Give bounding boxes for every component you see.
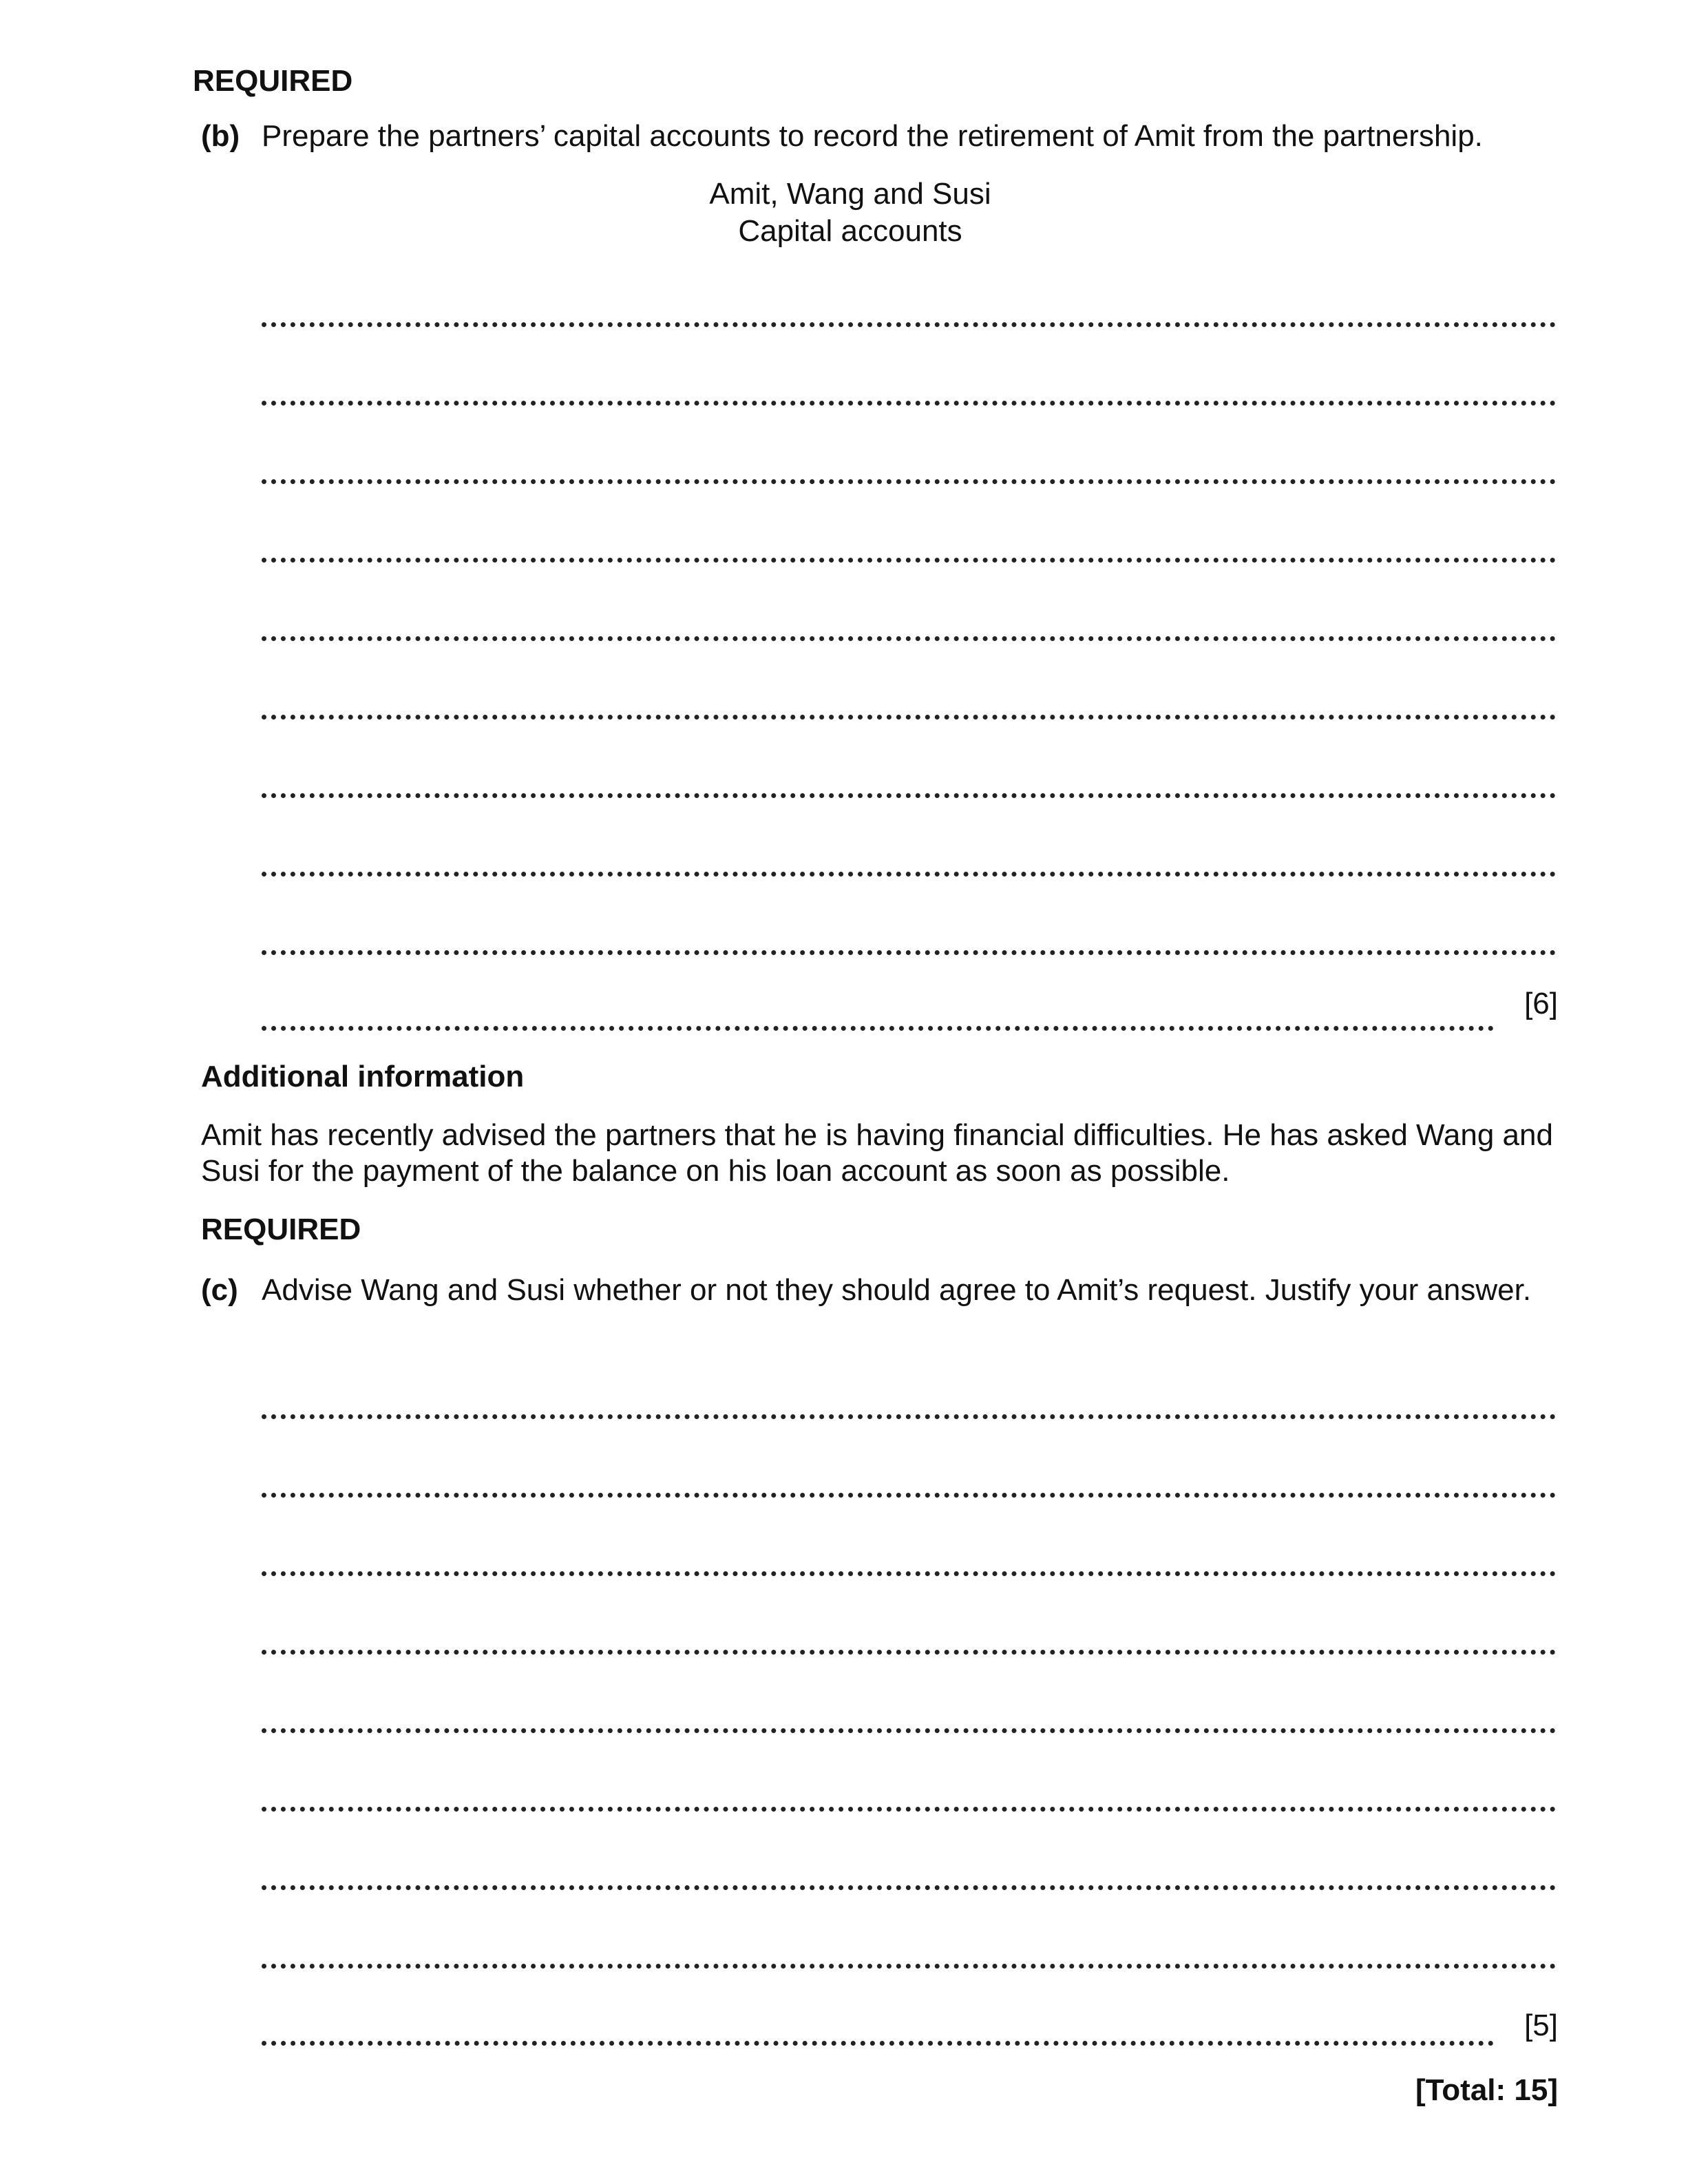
question-c-label: (c) [201, 1273, 238, 1307]
required-heading-c: REQUIRED [201, 1213, 361, 1246]
answer-line-c-2[interactable] [262, 1493, 1556, 1498]
answer-line-c-7[interactable] [262, 1885, 1556, 1890]
answer-line-b-9[interactable] [262, 950, 1556, 955]
answer-line-b-2[interactable] [262, 401, 1556, 406]
additional-information-text: Amit has recently advised the partners that he is having financial difficulties. He has asked Wang and Susi for the payment of the balance on his loan account as soon as possible. [201, 1118, 1553, 1188]
account-title: Amit, Wang and Susi [709, 177, 991, 211]
answer-line-b-8[interactable] [262, 872, 1556, 877]
answer-line-c-1[interactable] [262, 1414, 1556, 1419]
answer-line-b-1[interactable] [262, 322, 1556, 327]
answer-line-c-6[interactable] [262, 1807, 1556, 1812]
required-heading-b: REQUIRED [193, 64, 353, 98]
total-marks: [Total: 15] [1415, 2073, 1558, 2107]
account-subtitle: Capital accounts [738, 214, 962, 248]
answer-line-c-4[interactable] [262, 1650, 1556, 1655]
answer-line-b-6[interactable] [262, 715, 1556, 720]
answer-line-c-3[interactable] [262, 1571, 1556, 1576]
answer-line-b-5[interactable] [262, 636, 1556, 641]
answer-line-c-8[interactable] [262, 1964, 1556, 1969]
marks-b: [6] [1524, 987, 1558, 1020]
question-b-label: (b) [201, 119, 240, 153]
answer-line-c-9[interactable] [262, 2041, 1494, 2046]
marks-c: [5] [1524, 2009, 1558, 2042]
question-b-text: Prepare the partners’ capital accounts to record the retirement of Amit from the partnership. [262, 119, 1483, 153]
question-c-text: Advise Wang and Susi whether or not they should agree to Amit’s request. Justify your answer. [262, 1273, 1532, 1307]
answer-line-c-5[interactable] [262, 1728, 1556, 1733]
answer-line-b-4[interactable] [262, 558, 1556, 563]
answer-line-b-7[interactable] [262, 793, 1556, 798]
answer-line-b-3[interactable] [262, 479, 1556, 484]
additional-information-heading: Additional information [201, 1060, 525, 1093]
answer-line-b-10[interactable] [262, 1026, 1494, 1031]
